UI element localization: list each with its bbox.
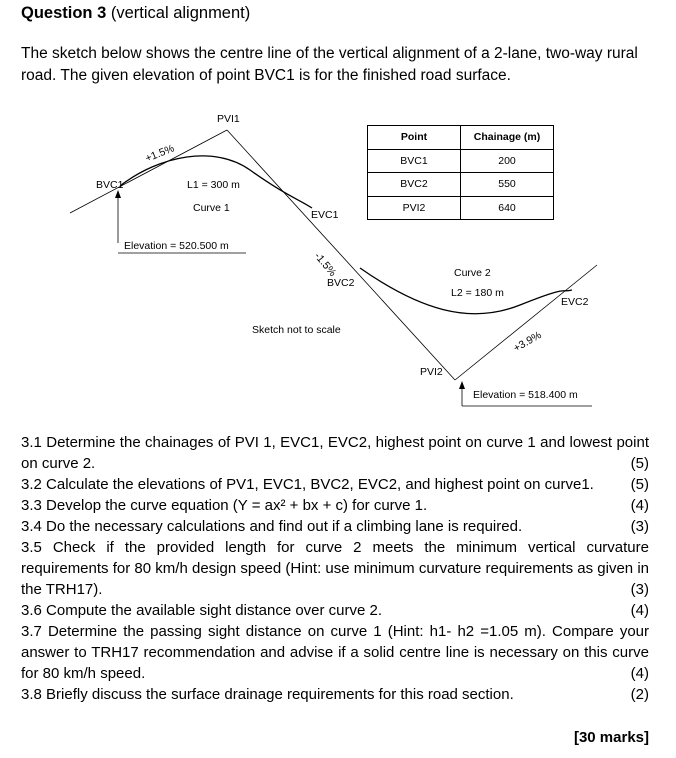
vertical-alignment-sketch — [0, 100, 676, 420]
question-item-3-5 — [21, 537, 649, 600]
total-marks: [30 marks] — [573, 729, 649, 746]
intro-line-1: The sketch below shows the centre line of the vertical alignment of a 2-lane, two-way rural — [21, 45, 638, 62]
question-marks: (5) — [630, 455, 649, 472]
question-text: 3.3 Develop the curve equation (Y = ax² + bx + c) for curve 1. — [21, 497, 428, 514]
question-text: 3.5 Check if the provided length for curve 2 meets the minimum vertical curvature requirements for 80 km/h design speed (Hint: use minimum curvature requirements as given in the TRH17). — [21, 539, 649, 598]
question-item-3-1 — [21, 432, 649, 474]
question-text: 3.7 Determine the passing sight distance on curve 1 (Hint: h1- h2 =1.05 m). Compare your answer to TRH17 recommendation and advise if a solid centre line is necessary on this curve for 80 km/h speed. — [21, 623, 649, 682]
question-marks: (2) — [630, 686, 649, 703]
question-text: 3.6 Compute the available sight distance over curve 2. — [21, 602, 383, 619]
label-grade-2: -1.5% — [311, 250, 339, 279]
question-marks: (3) — [630, 518, 649, 535]
question-marks: (3) — [630, 581, 649, 598]
table-cell-chainage: 200 — [461, 149, 554, 173]
question-heading — [21, 4, 250, 23]
table-row — [368, 173, 554, 197]
question-marks: (4) — [630, 602, 649, 619]
label-evc2: EVC2 — [561, 296, 589, 308]
label-curve-1: Curve 1 — [193, 202, 230, 214]
question-text: 3.2 Calculate the elevations of PV1, EVC1, BVC2, EVC2, and highest point on curve1. — [21, 476, 594, 493]
label-bvc1: BVC1 — [96, 179, 124, 191]
table-header-row — [368, 126, 554, 150]
question-item-3-4 — [21, 516, 649, 537]
label-l1: L1 = 300 m — [187, 179, 240, 191]
table-cell-point: BVC1 — [368, 149, 461, 173]
label-bvc2: BVC2 — [327, 277, 355, 289]
question-item-3-2 — [21, 474, 649, 495]
label-pvi2: PVI2 — [420, 366, 443, 378]
table-row — [368, 149, 554, 173]
label-not-to-scale: Sketch not to scale — [252, 324, 341, 336]
question-marks: (4) — [630, 497, 649, 514]
table-cell-chainage: 640 — [461, 196, 554, 220]
table-cell-point: PVI2 — [368, 196, 461, 220]
table-cell-chainage: 550 — [461, 173, 554, 197]
question-item-3-3 — [21, 495, 649, 516]
table-row — [368, 196, 554, 220]
pvi2-arrow-head — [459, 381, 465, 389]
label-curve-2: Curve 2 — [454, 267, 491, 279]
question-text: 3.8 Briefly discuss the surface drainage requirements for this road section. — [21, 686, 514, 703]
question-text: 3.1 Determine the chainages of PVI 1, EVC1, EVC2, highest point on curve 1 and lowest point on curve 2. — [21, 434, 649, 472]
label-elevation-bvc1: Elevation = 520.500 m — [124, 240, 229, 252]
question-text: 3.4 Do the necessary calculations and find out if a climbing lane is required. — [21, 518, 523, 535]
label-elevation-pvi2: Elevation = 518.400 m — [473, 389, 578, 401]
label-evc1: EVC1 — [311, 209, 339, 221]
question-list — [21, 432, 649, 705]
intro-line-2: road. The given elevation of point BVC1 is for the finished road surface. — [21, 67, 511, 84]
label-l2: L2 = 180 m — [451, 287, 504, 299]
label-grade-1: +1.5% — [143, 142, 177, 165]
question-number: Question 3 — [21, 4, 107, 22]
tangent-grade-1 — [70, 130, 227, 213]
question-item-3-6 — [21, 600, 649, 621]
label-pvi1: PVI1 — [217, 113, 240, 125]
table-header-chainage: Chainage (m) — [461, 126, 554, 150]
chainage-table — [367, 125, 554, 220]
question-marks: (5) — [630, 476, 649, 493]
question-topic: (vertical alignment) — [110, 4, 251, 22]
question-item-3-8 — [21, 684, 649, 705]
label-grade-3: +3.9% — [511, 329, 544, 355]
table-cell-point: BVC2 — [368, 173, 461, 197]
tangent-grade-3 — [455, 265, 597, 380]
question-marks: (4) — [630, 665, 649, 682]
intro-paragraph — [21, 43, 653, 87]
question-item-3-7 — [21, 621, 649, 684]
table-header-point: Point — [368, 126, 461, 150]
bvc1-arrow-head — [115, 190, 121, 198]
